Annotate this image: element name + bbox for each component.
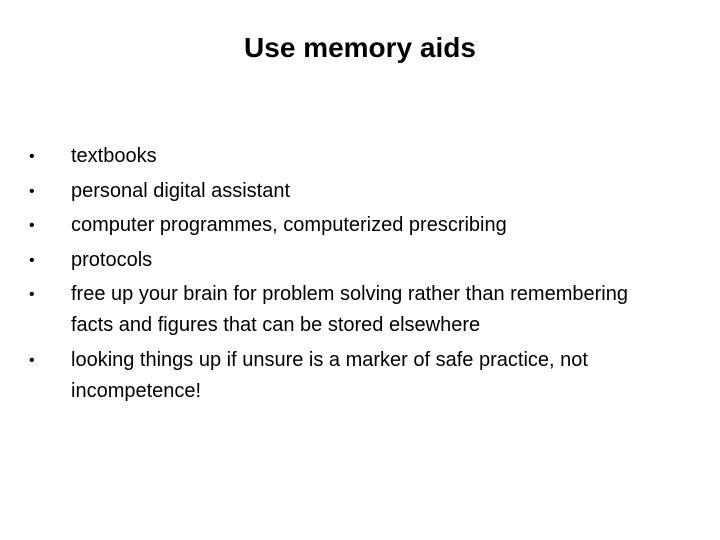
bullet-dot-icon: •	[29, 351, 35, 369]
bullet-text: protocols	[71, 248, 153, 271]
bullet-item-protocols	[29, 245, 669, 276]
bullet-text: personal digital assistant	[71, 179, 291, 202]
bullet-dot-icon: •	[29, 182, 35, 200]
bullet-text: textbooks	[71, 145, 157, 167]
bullet-item-textbooks	[29, 141, 669, 172]
bullet-item-looking-things-up	[29, 345, 669, 407]
bullet-item-pda	[29, 176, 669, 207]
bullet-dot-icon: •	[29, 217, 35, 234]
bullet-item-computer-programmes	[29, 210, 669, 241]
slide-title: Use memory aids	[244, 32, 476, 63]
bullet-item-free-up-brain	[29, 279, 669, 341]
bullet-dot-icon: •	[29, 286, 35, 303]
bullet-dot-icon: •	[29, 148, 35, 165]
bullet-text: free up your brain for problem solving rather than remembering facts and figures that can be stored elsewhere	[71, 283, 628, 336]
bullet-dot-icon: •	[29, 251, 35, 269]
bullet-text: looking things up if unsure is a marker of safe practice, not incompetence!	[71, 348, 588, 402]
bullet-text: computer programmes, computerized prescribing	[71, 214, 507, 236]
bullet-list	[29, 141, 669, 407]
